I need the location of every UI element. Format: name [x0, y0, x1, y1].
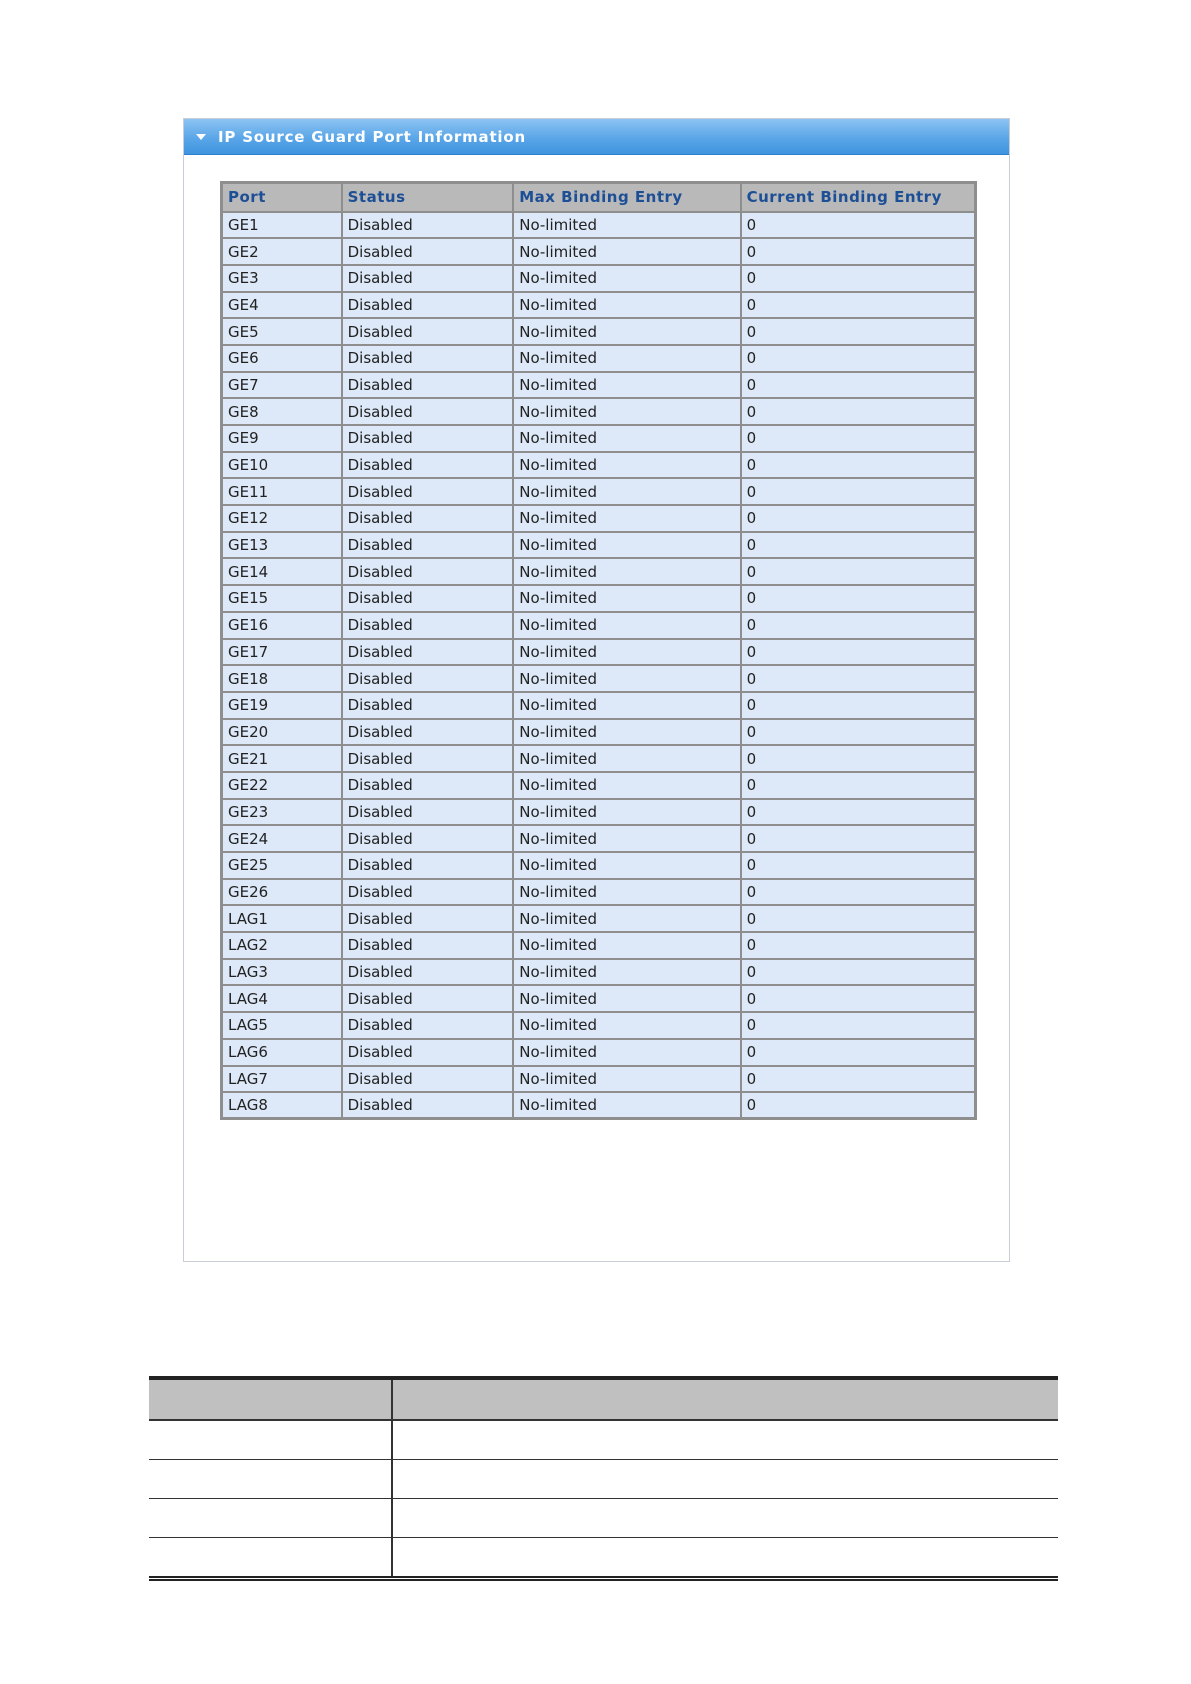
- max-binding-entry-cell: No-limited: [513, 398, 740, 425]
- max-binding-entry-cell: No-limited: [513, 719, 740, 746]
- description-row: [149, 1420, 1058, 1460]
- table-header-row: [222, 183, 976, 212]
- max-binding-entry-cell: No-limited: [513, 932, 740, 959]
- max-binding-entry-cell: No-limited: [513, 292, 740, 319]
- description-rows: [149, 1420, 1058, 1579]
- port-cell: GE7: [222, 372, 342, 399]
- port-cell: GE21: [222, 745, 342, 772]
- max-binding-entry-cell: No-limited: [513, 692, 740, 719]
- max-binding-entry-cell: No-limited: [513, 505, 740, 532]
- current-binding-entry-cell: 0: [741, 212, 976, 239]
- port-cell: LAG3: [222, 959, 342, 986]
- description-row: [149, 1538, 1058, 1579]
- current-binding-entry-cell: 0: [741, 932, 976, 959]
- status-cell: Disabled: [342, 879, 514, 906]
- port-cell: GE19: [222, 692, 342, 719]
- max-binding-entry-cell: No-limited: [513, 799, 740, 826]
- status-cell: Disabled: [342, 612, 514, 639]
- panel-header[interactable]: [184, 119, 1009, 155]
- port-rows: [222, 212, 976, 1119]
- table-row: [222, 932, 976, 959]
- table-row: [222, 238, 976, 265]
- table-row: [222, 425, 976, 452]
- description-table: [149, 1376, 1058, 1581]
- max-binding-entry-cell: No-limited: [513, 318, 740, 345]
- status-cell: Disabled: [342, 345, 514, 372]
- max-binding-entry-cell: No-limited: [513, 852, 740, 879]
- description-header-row: [149, 1378, 1058, 1420]
- port-cell: LAG5: [222, 1012, 342, 1039]
- status-cell: Disabled: [342, 238, 514, 265]
- status-cell: Disabled: [342, 799, 514, 826]
- status-cell: Disabled: [342, 425, 514, 452]
- status-cell: Disabled: [342, 719, 514, 746]
- status-cell: Disabled: [342, 1066, 514, 1093]
- description-text-cell: [392, 1460, 1058, 1499]
- max-binding-entry-cell: No-limited: [513, 238, 740, 265]
- current-binding-entry-cell: 0: [741, 292, 976, 319]
- status-cell: Disabled: [342, 905, 514, 932]
- status-cell: Disabled: [342, 532, 514, 559]
- port-cell: LAG6: [222, 1039, 342, 1066]
- current-binding-entry-cell: 0: [741, 532, 976, 559]
- table-row: [222, 1012, 976, 1039]
- table-row: [222, 1066, 976, 1093]
- table-row: [222, 745, 976, 772]
- current-binding-entry-cell: 0: [741, 612, 976, 639]
- port-cell: GE26: [222, 879, 342, 906]
- max-binding-entry-cell: No-limited: [513, 372, 740, 399]
- status-cell: Disabled: [342, 959, 514, 986]
- max-binding-entry-cell: No-limited: [513, 532, 740, 559]
- current-binding-entry-cell: 0: [741, 879, 976, 906]
- port-cell: GE5: [222, 318, 342, 345]
- max-binding-entry-cell: No-limited: [513, 612, 740, 639]
- port-cell: LAG4: [222, 985, 342, 1012]
- description-object-cell: [149, 1538, 392, 1579]
- port-cell: GE10: [222, 452, 342, 479]
- description-row: [149, 1499, 1058, 1538]
- current-binding-entry-cell: 0: [741, 905, 976, 932]
- current-binding-entry-cell: 0: [741, 265, 976, 292]
- table-row: [222, 639, 976, 666]
- collapse-arrow-icon[interactable]: [196, 134, 206, 140]
- table-row: [222, 772, 976, 799]
- current-binding-entry-cell: 0: [741, 318, 976, 345]
- port-cell: GE13: [222, 532, 342, 559]
- table-row: [222, 825, 976, 852]
- table-row: [222, 799, 976, 826]
- max-binding-entry-cell: No-limited: [513, 1092, 740, 1119]
- status-cell: Disabled: [342, 692, 514, 719]
- max-binding-entry-cell: No-limited: [513, 345, 740, 372]
- max-binding-entry-cell: No-limited: [513, 425, 740, 452]
- max-binding-entry-cell: No-limited: [513, 879, 740, 906]
- status-cell: Disabled: [342, 1092, 514, 1119]
- current-binding-entry-cell: 0: [741, 852, 976, 879]
- table-row: [222, 398, 976, 425]
- port-cell: GE1: [222, 212, 342, 239]
- column-header-status: Status: [342, 183, 514, 212]
- table-row: [222, 478, 976, 505]
- status-cell: Disabled: [342, 558, 514, 585]
- description-text-cell: [392, 1499, 1058, 1538]
- status-cell: Disabled: [342, 639, 514, 666]
- status-cell: Disabled: [342, 398, 514, 425]
- current-binding-entry-cell: 0: [741, 398, 976, 425]
- port-cell: GE22: [222, 772, 342, 799]
- max-binding-entry-cell: No-limited: [513, 985, 740, 1012]
- max-binding-entry-cell: No-limited: [513, 452, 740, 479]
- status-cell: Disabled: [342, 478, 514, 505]
- status-cell: Disabled: [342, 585, 514, 612]
- port-cell: GE18: [222, 665, 342, 692]
- max-binding-entry-cell: No-limited: [513, 478, 740, 505]
- table-row: [222, 1092, 976, 1119]
- table-row: [222, 532, 976, 559]
- current-binding-entry-cell: 0: [741, 372, 976, 399]
- table-row: [222, 692, 976, 719]
- status-cell: Disabled: [342, 825, 514, 852]
- port-cell: GE24: [222, 825, 342, 852]
- port-cell: GE11: [222, 478, 342, 505]
- port-cell: GE12: [222, 505, 342, 532]
- column-header-max-binding-entry: Max Binding Entry: [513, 183, 740, 212]
- table-row: [222, 852, 976, 879]
- table-row: [222, 558, 976, 585]
- status-cell: Disabled: [342, 932, 514, 959]
- table-row: [222, 372, 976, 399]
- column-header-port: Port: [222, 183, 342, 212]
- max-binding-entry-cell: No-limited: [513, 639, 740, 666]
- status-cell: Disabled: [342, 318, 514, 345]
- port-cell: LAG8: [222, 1092, 342, 1119]
- port-cell: GE25: [222, 852, 342, 879]
- port-information-table: [220, 181, 977, 1120]
- port-cell: GE16: [222, 612, 342, 639]
- max-binding-entry-cell: No-limited: [513, 1039, 740, 1066]
- description-row: [149, 1460, 1058, 1499]
- port-cell: GE8: [222, 398, 342, 425]
- current-binding-entry-cell: 0: [741, 452, 976, 479]
- current-binding-entry-cell: 0: [741, 478, 976, 505]
- status-cell: Disabled: [342, 505, 514, 532]
- max-binding-entry-cell: No-limited: [513, 1066, 740, 1093]
- current-binding-entry-cell: 0: [741, 1012, 976, 1039]
- max-binding-entry-cell: No-limited: [513, 959, 740, 986]
- port-cell: LAG1: [222, 905, 342, 932]
- port-cell: GE14: [222, 558, 342, 585]
- status-cell: Disabled: [342, 1039, 514, 1066]
- current-binding-entry-cell: 0: [741, 1039, 976, 1066]
- max-binding-entry-cell: No-limited: [513, 558, 740, 585]
- max-binding-entry-cell: No-limited: [513, 1012, 740, 1039]
- panel-title: IP Source Guard Port Information: [218, 127, 526, 146]
- column-header-current-binding-entry: Current Binding Entry: [741, 183, 976, 212]
- current-binding-entry-cell: 0: [741, 558, 976, 585]
- description-text-cell: [392, 1538, 1058, 1579]
- table-row: [222, 719, 976, 746]
- status-cell: Disabled: [342, 265, 514, 292]
- max-binding-entry-cell: No-limited: [513, 665, 740, 692]
- current-binding-entry-cell: 0: [741, 1066, 976, 1093]
- port-cell: LAG7: [222, 1066, 342, 1093]
- current-binding-entry-cell: 0: [741, 959, 976, 986]
- table-row: [222, 612, 976, 639]
- description-object-cell: [149, 1460, 392, 1499]
- status-cell: Disabled: [342, 212, 514, 239]
- current-binding-entry-cell: 0: [741, 745, 976, 772]
- max-binding-entry-cell: No-limited: [513, 905, 740, 932]
- status-cell: Disabled: [342, 985, 514, 1012]
- description-header-description: [392, 1378, 1058, 1420]
- port-cell: GE6: [222, 345, 342, 372]
- port-cell: GE4: [222, 292, 342, 319]
- description-header-object: [149, 1378, 392, 1420]
- max-binding-entry-cell: No-limited: [513, 772, 740, 799]
- current-binding-entry-cell: 0: [741, 799, 976, 826]
- status-cell: Disabled: [342, 452, 514, 479]
- port-cell: GE9: [222, 425, 342, 452]
- status-cell: Disabled: [342, 292, 514, 319]
- current-binding-entry-cell: 0: [741, 985, 976, 1012]
- current-binding-entry-cell: 0: [741, 825, 976, 852]
- current-binding-entry-cell: 0: [741, 238, 976, 265]
- status-cell: Disabled: [342, 665, 514, 692]
- port-cell: LAG2: [222, 932, 342, 959]
- max-binding-entry-cell: No-limited: [513, 265, 740, 292]
- current-binding-entry-cell: 0: [741, 772, 976, 799]
- table-row: [222, 879, 976, 906]
- table-row: [222, 985, 976, 1012]
- table-row: [222, 1039, 976, 1066]
- port-cell: GE23: [222, 799, 342, 826]
- table-row: [222, 505, 976, 532]
- table-row: [222, 585, 976, 612]
- port-cell: GE17: [222, 639, 342, 666]
- max-binding-entry-cell: No-limited: [513, 212, 740, 239]
- table-row: [222, 452, 976, 479]
- ip-source-guard-port-information-panel: [183, 118, 1010, 1262]
- current-binding-entry-cell: 0: [741, 585, 976, 612]
- status-cell: Disabled: [342, 745, 514, 772]
- description-text-cell: [392, 1420, 1058, 1460]
- current-binding-entry-cell: 0: [741, 692, 976, 719]
- description-object-cell: [149, 1420, 392, 1460]
- table-row: [222, 905, 976, 932]
- table-row: [222, 265, 976, 292]
- status-cell: Disabled: [342, 852, 514, 879]
- status-cell: Disabled: [342, 772, 514, 799]
- max-binding-entry-cell: No-limited: [513, 825, 740, 852]
- current-binding-entry-cell: 0: [741, 719, 976, 746]
- table-row: [222, 345, 976, 372]
- status-cell: Disabled: [342, 372, 514, 399]
- port-cell: GE3: [222, 265, 342, 292]
- current-binding-entry-cell: 0: [741, 345, 976, 372]
- port-cell: GE20: [222, 719, 342, 746]
- current-binding-entry-cell: 0: [741, 665, 976, 692]
- port-cell: GE15: [222, 585, 342, 612]
- table-row: [222, 212, 976, 239]
- max-binding-entry-cell: No-limited: [513, 745, 740, 772]
- current-binding-entry-cell: 0: [741, 1092, 976, 1119]
- current-binding-entry-cell: 0: [741, 505, 976, 532]
- table-row: [222, 292, 976, 319]
- current-binding-entry-cell: 0: [741, 639, 976, 666]
- status-cell: Disabled: [342, 1012, 514, 1039]
- table-row: [222, 665, 976, 692]
- max-binding-entry-cell: No-limited: [513, 585, 740, 612]
- table-row: [222, 318, 976, 345]
- table-row: [222, 959, 976, 986]
- description-object-cell: [149, 1499, 392, 1538]
- port-cell: GE2: [222, 238, 342, 265]
- current-binding-entry-cell: 0: [741, 425, 976, 452]
